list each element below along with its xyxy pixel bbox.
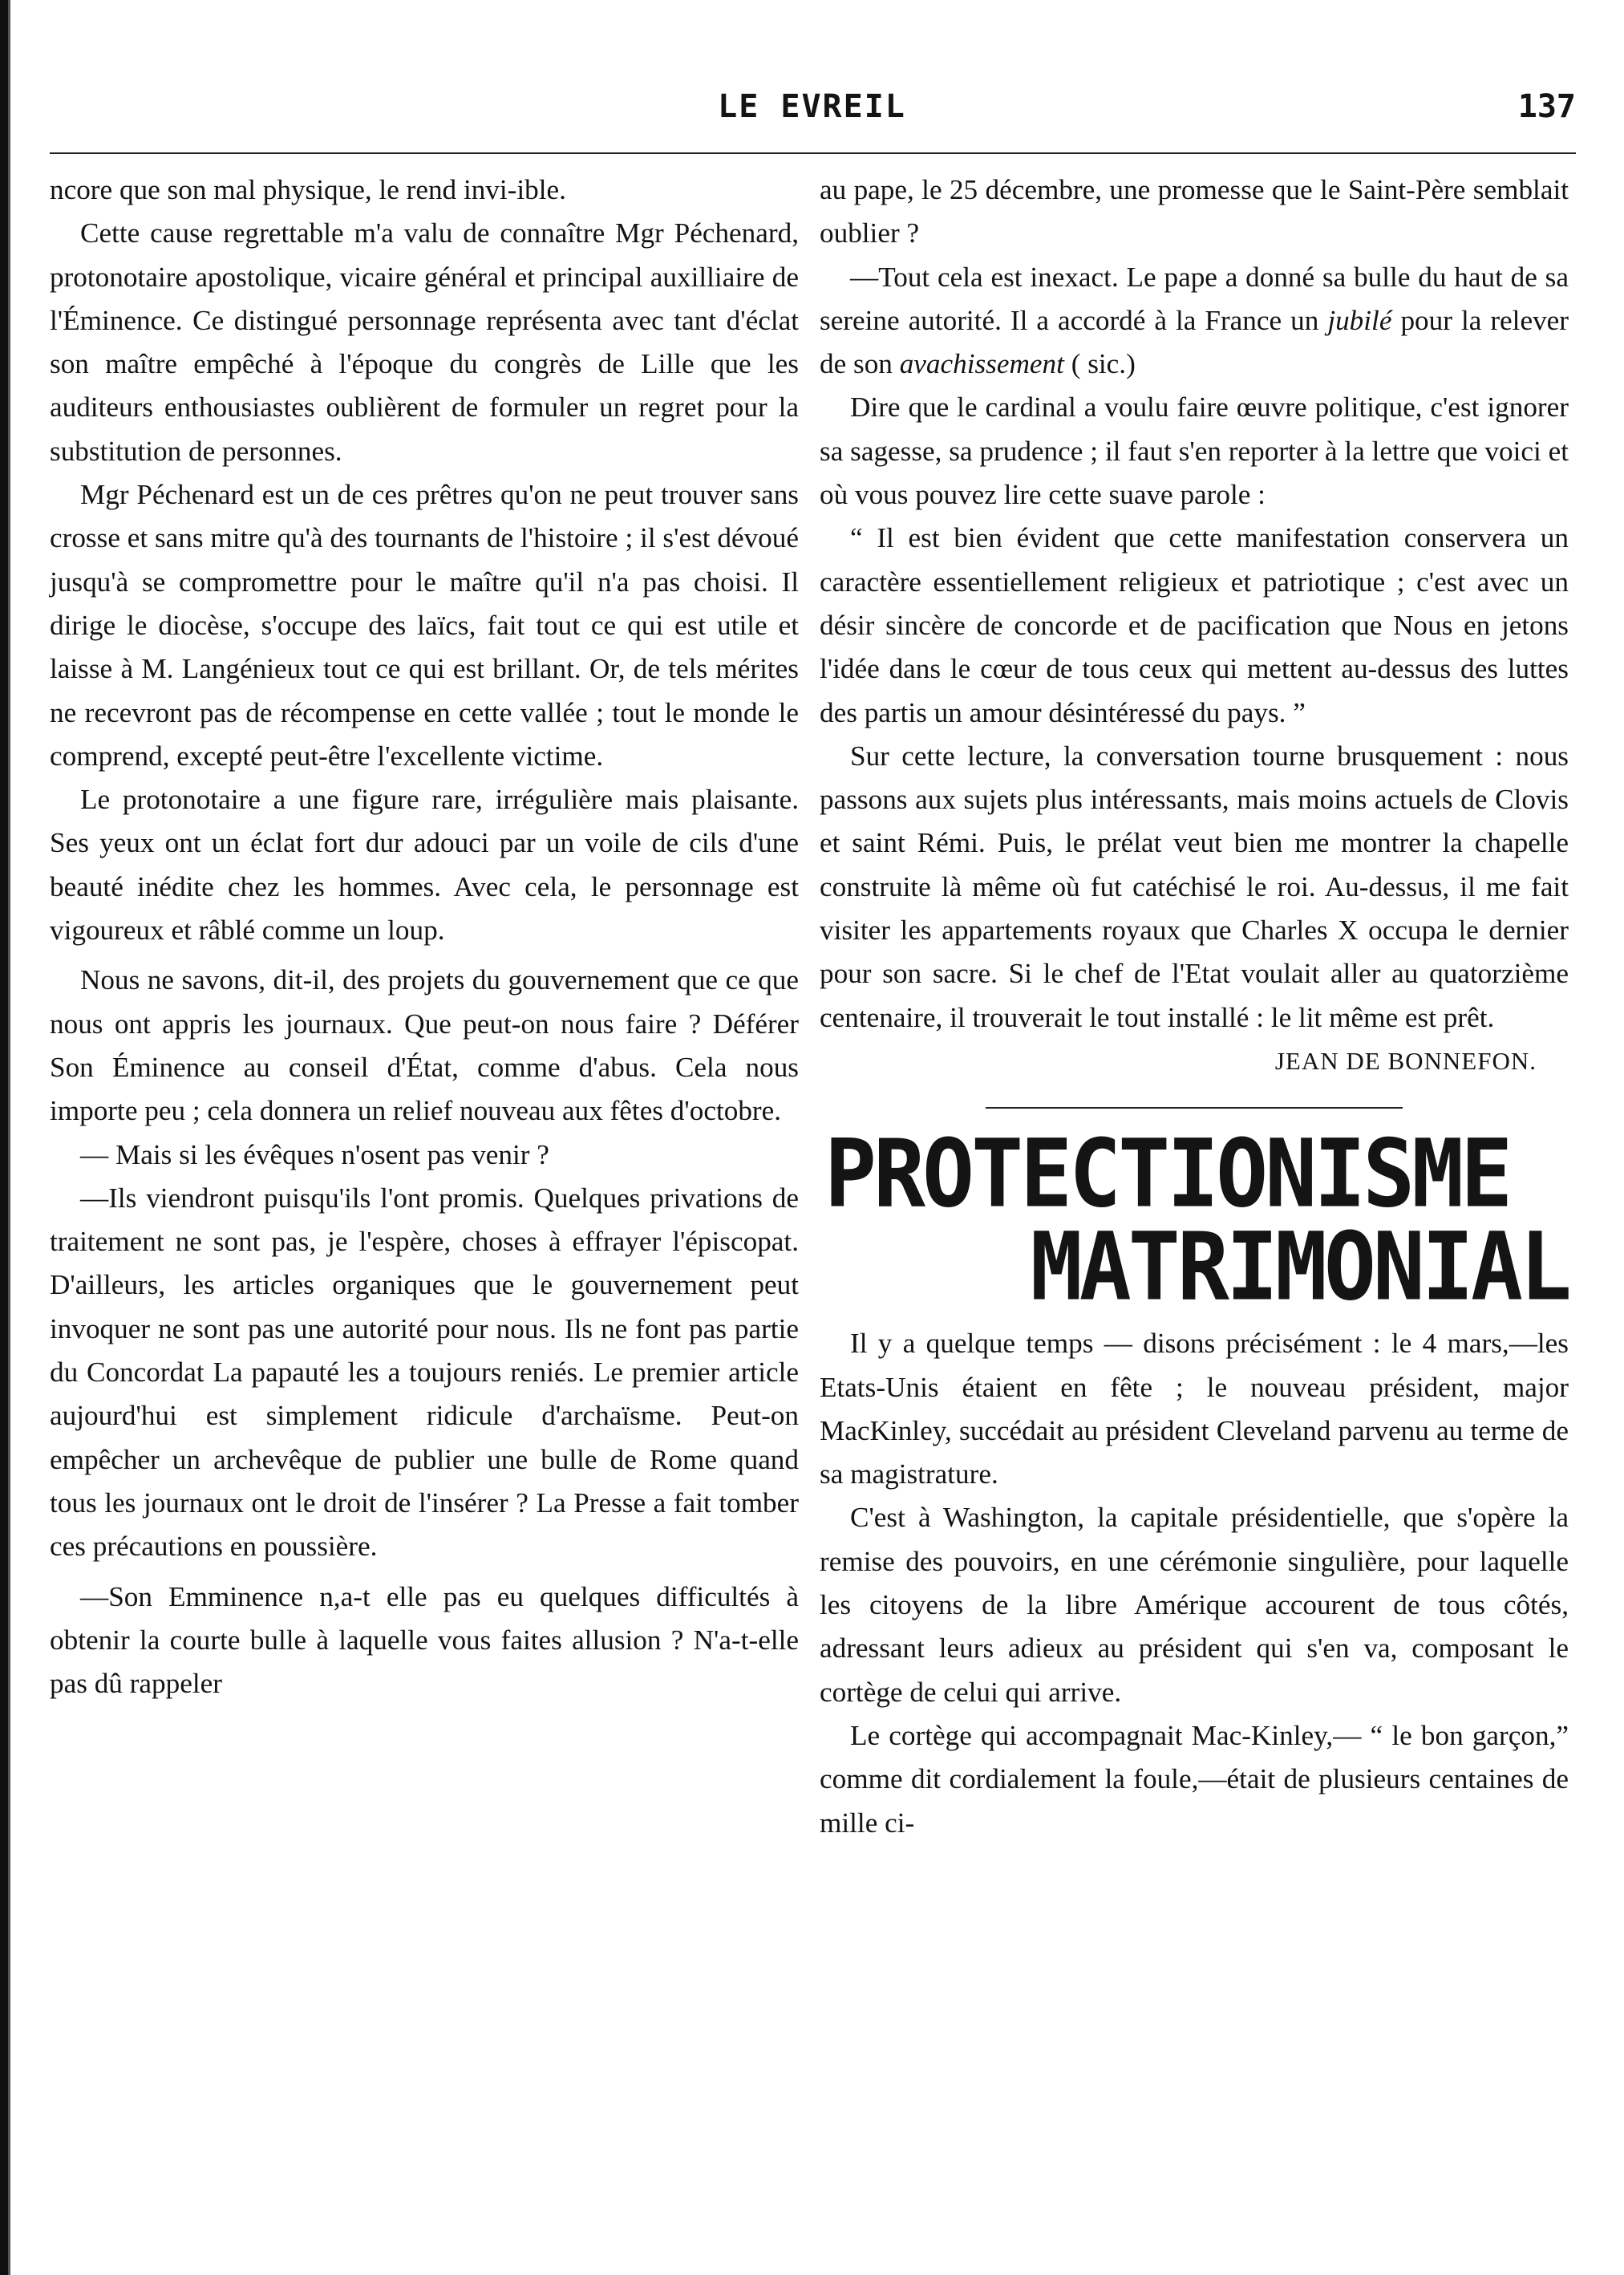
right-column (820, 168, 1569, 1845)
paragraph: Dire que le cardinal a voulu faire œuvre politique, c'est ignorer sa sagesse, sa prudence ; il faut s'en reporter à la lettre que voici et où vous pouvez lire cette suave parole : (820, 391, 1569, 511)
text-run: —Tout cela est inexact. Le pape a donné sa bulle du haut de sa sereine autorité. Il a accordé à la France un (820, 261, 1569, 336)
paragraph: —Ils viendront puisqu'ils l'ont promis. Quelques privations de traitement ne sont pas, je l'espère, choses à effrayer l'épiscopat. D'ailleurs, les articles organiques que le gouvernement peut invoquer ne sont pas une autorité pour nous. Ils ne font pas partie du Concordat La papauté les a toujours reniés. Le premier article aujourd'hui est simplement ridicule d'archaïsme. Peut-on empêcher un archevêque de publier une bulle de Rome quand tous les journaux ont le droit de l'insérer ? La Presse a fait tomber ces précautions en poussière. (50, 1182, 799, 1563)
left-column (50, 168, 799, 1705)
quotation-paragraph: “ Il est bien évident que cette manifestation conservera un caractère essentiellement religieux et patriotique ; c'est avec un désir sincère de concorde et de pacification que Nous en jetons l'idée dans le cœur de tous ceux qui mettent au-dessus des luttes des partis un amour désintéressé du pays. ” (820, 522, 1569, 728)
paragraph: Nous ne savons, dit-il, des projets du gouvernement que ce que nous ont appris les journaux. Que peut-on nous faire ? Déférer Son Éminence au conseil d'État, comme d'abus. Cela nous importe peu ; cela donnera un relief nouveau aux fêtes d'octobre. (50, 964, 799, 1127)
paragraph: ncore que son mal physique, le rend invi-ible. (50, 174, 566, 205)
page-header (48, 80, 1576, 128)
italic-word-jubile: jubilé (1327, 304, 1392, 336)
paragraph: C'est à Washington, la capitale présidentielle, que s'opère la remise des pouvoirs, en une cérémonie singulière, pour laquelle les citoyens de la libre Amérique accourent de tous côtés, adressant leurs adieux au président qui s'en va, composant le cortège de celui qui arrive. (820, 1502, 1569, 1708)
section-divider (986, 1107, 1403, 1109)
page-binding-edge (0, 0, 13, 2275)
article-headline-line2: MATRIMONIAL (1030, 1213, 1569, 1322)
text-run: pour la relever de son (820, 304, 1569, 380)
paragraph: Le cortège qui accompagnait Mac-Kinley,— “ le bon garçon,” comme dit cordialement la foule,—était de plusieurs centaines de mille ci- (820, 1719, 1569, 1839)
author-signature: JEAN DE BONNEFON. (1274, 1046, 1537, 1075)
paragraph: Il y a quelque temps — disons précisément : le 4 mars,—les Etats-Unis étaient en fête ; le nouveau président, major MacKinley, succédait au président Cleveland parvenu au terme de sa magistrature. (820, 1328, 1569, 1490)
text-run: ( sic.) (1063, 348, 1136, 380)
italic-word-avachissement: avachissement (899, 348, 1064, 380)
paragraph: au pape, le 25 décembre, une promesse que le Saint-Père semblait oublier ? (820, 174, 1569, 249)
paragraph: — Mais si les évêques n'osent pas venir ? (80, 1138, 549, 1170)
header-rule (50, 152, 1576, 154)
article-headline-line1: PROTECTIONISME (824, 1120, 1510, 1229)
paragraph: Mgr Péchenard est un de ces prêtres qu'on ne peut trouver sans crosse et sans mitre qu'à des tournants de l'histoire ; il s'est dévoué jusqu'à se compromettre pour le maître qu'il n'a pas choisi. Il dirige le diocèse, s'occupe des laïcs, fait tout ce qui est utile et laisse à M. Langénieux tout ce qui est brillant. Or, de tels mérites ne recevront pas de récompense en cette vallée ; tout le monde le comprend, excepté peut-être l'excellente victime. (50, 479, 799, 772)
paragraph (820, 256, 1569, 387)
paragraph: Cette cause regrettable m'a valu de connaître Mgr Péchenard, protonotaire apostolique, vicaire général et principal auxilliaire de l'Éminence. Ce distingué personnage représenta avec tant d'éclat son maître empêché à l'époque du congrès de Lille que les auditeurs enthousiastes oublièrent de formuler un regret pour la substitution de personnes. (50, 217, 799, 467)
paragraph: Le protonotaire a une figure rare, irrégulière mais plaisante. Ses yeux ont un éclat fort dur adouci par un voile de cils d'une beauté inédite chez les hommes. Avec cela, le personnage est vigoureux et râblé comme un loup. (50, 784, 799, 947)
paragraph: —Son Emminence n,a-t elle pas eu quelques difficultés à obtenir la courte bulle à laquelle vous faites allusion ? N'a-t-elle pas dû rappeler (50, 1580, 799, 1700)
page-number: 137 (1517, 88, 1576, 125)
paragraph: Sur cette lecture, la conversation tourne brusquement : nous passons aux sujets plus intéressants, mais moins actuels de Clovis et saint Rémi. Puis, le prélat veut bien me montrer la chapelle construite là même où fut catéchisé le roi. Au-dessus, il me fait visiter les appartements royaux que Charles X occupa le dernier pour son sacre. Si le chef de l'Etat voulait aller au quatorzième centenaire, il trouverait le tout installé : le lit même est prêt. (820, 740, 1569, 1033)
running-title: LE EVREIL (718, 88, 906, 125)
